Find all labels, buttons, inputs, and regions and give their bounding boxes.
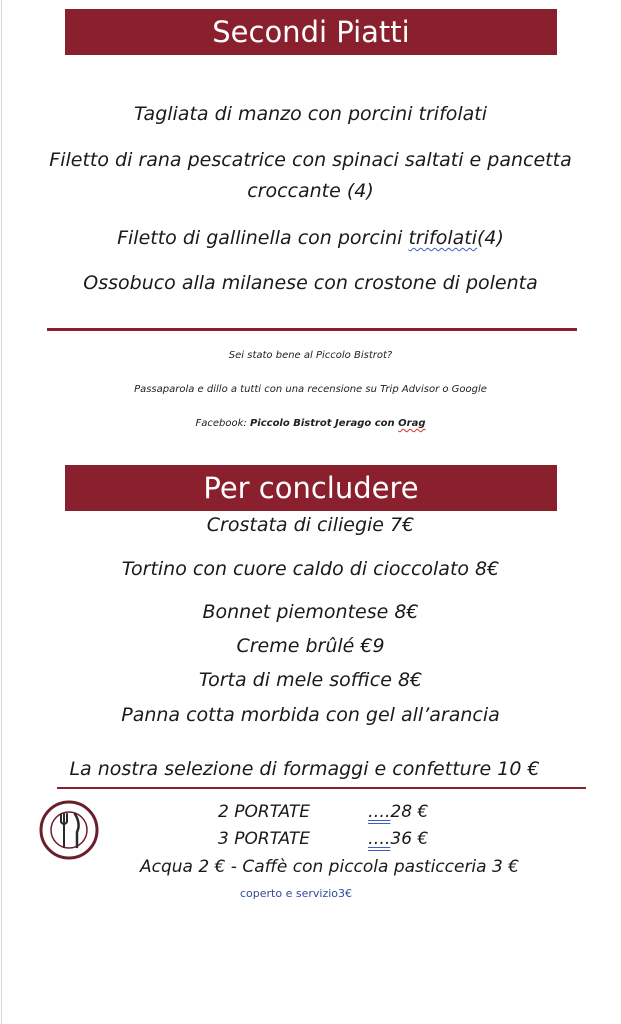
gallinella-allergen: (4) bbox=[476, 227, 504, 249]
facebook-label: Facebook: bbox=[195, 418, 250, 429]
gallinella-trifolati: trifolati bbox=[408, 227, 477, 249]
formaggi-line: La nostra selezione di formaggi e confetture 10 € bbox=[69, 758, 540, 780]
extras-line: Acqua 2 € - Caffè con piccola pasticceria 3 € bbox=[140, 857, 520, 877]
price-3-portate-label: 3 PORTATE bbox=[218, 829, 311, 849]
dish-rana-pescatrice: Filetto di rana pescatrice con spinaci saltati e pancetta bbox=[49, 149, 572, 171]
plate-cutlery-icon bbox=[39, 800, 99, 860]
dish-gallinella bbox=[0, 227, 621, 249]
price-3-dots: …. bbox=[368, 829, 391, 849]
price-3-portate-value bbox=[368, 829, 428, 849]
price-2-dots: …. bbox=[368, 802, 391, 822]
review-invite: Passaparola e dillo a tutti con una recensione su Trip Advisor o Google bbox=[134, 384, 487, 395]
dessert-torta-mele: Torta di mele soffice 8€ bbox=[198, 669, 423, 691]
facebook-line bbox=[0, 418, 621, 429]
price-3-amount: 36 € bbox=[390, 829, 429, 849]
dish-ossobuco: Ossobuco alla milanese con crostone di polenta bbox=[83, 272, 538, 294]
divider-top bbox=[47, 328, 577, 331]
gallinella-text: Filetto di gallinella con porcini bbox=[117, 227, 409, 249]
dish-rana-pescatrice-cont: croccante (4) bbox=[247, 180, 374, 202]
price-2-portate-value bbox=[368, 802, 428, 822]
price-2-amount: 28 € bbox=[390, 802, 429, 822]
coperto-line: coperto e servizio3€ bbox=[240, 887, 352, 900]
secondi-banner: Secondi Piatti bbox=[65, 9, 557, 55]
dessert-crostata: Crostata di ciliegie 7€ bbox=[206, 514, 415, 536]
dessert-panna-cotta: Panna cotta morbida con gel all’arancia bbox=[121, 704, 500, 726]
concludere-banner: Per concludere bbox=[65, 465, 557, 511]
review-question: Sei stato bene al Piccolo Bistrot? bbox=[228, 350, 393, 361]
dessert-tortino: Tortino con cuore caldo di cioccolato 8€ bbox=[121, 558, 500, 580]
dessert-bonnet: Bonnet piemontese 8€ bbox=[202, 601, 419, 623]
facebook-page-name: Piccolo Bistrot Jerago con bbox=[249, 418, 399, 429]
price-2-portate-label: 2 PORTATE bbox=[218, 802, 311, 822]
divider-bottom bbox=[57, 787, 586, 789]
dessert-creme-brule: Creme brûlé €9 bbox=[236, 635, 385, 657]
dish-tagliata: Tagliata di manzo con porcini trifolati bbox=[133, 103, 488, 125]
facebook-page-end: Orag bbox=[398, 418, 426, 429]
